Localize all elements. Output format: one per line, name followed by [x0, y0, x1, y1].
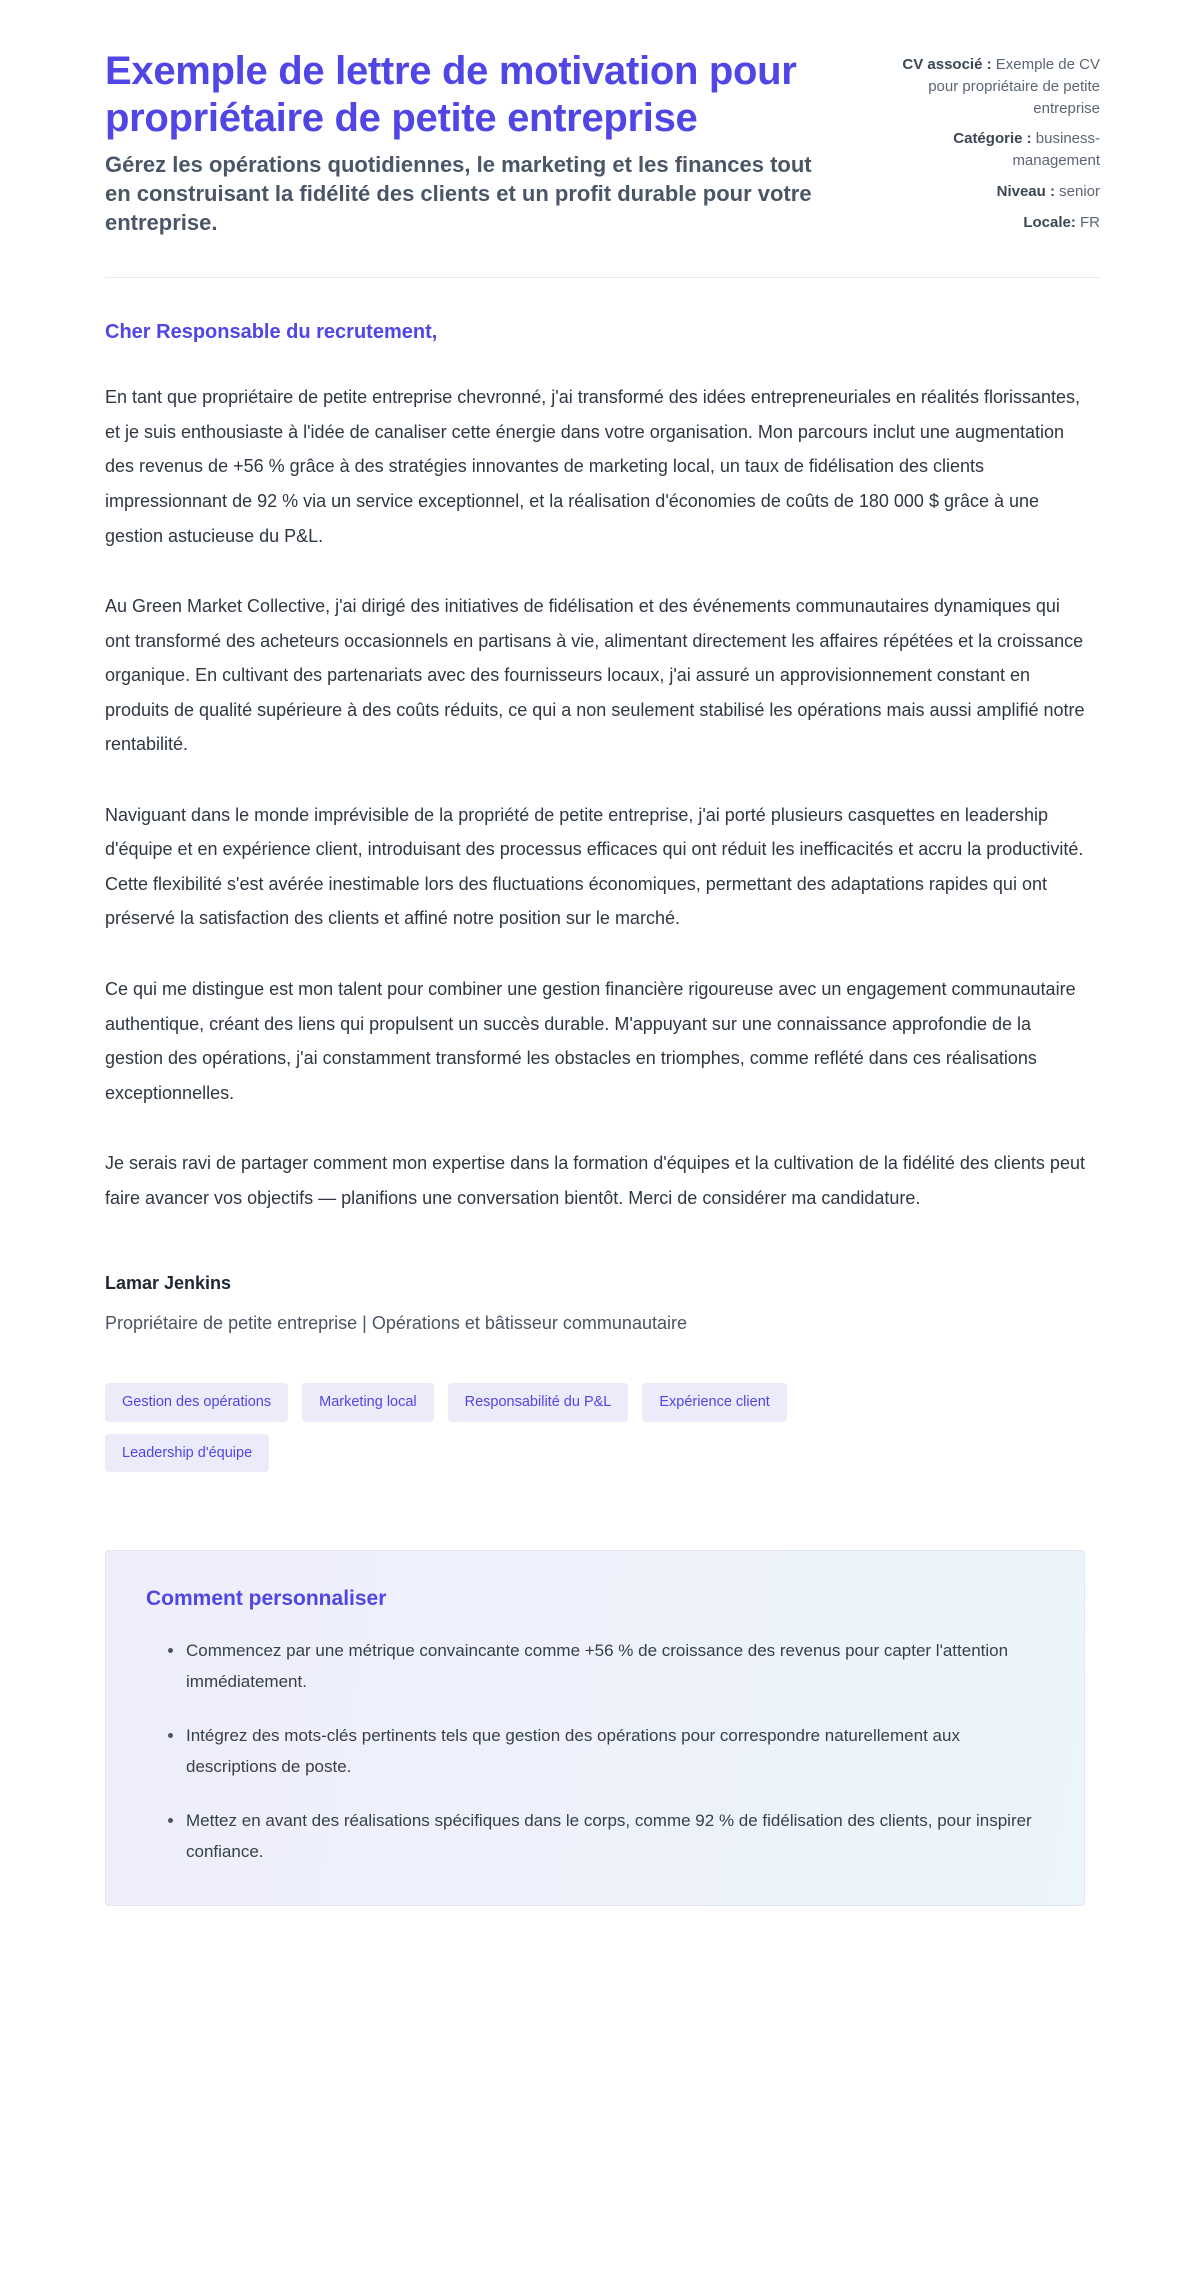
- skill-tag[interactable]: Leadership d'équipe: [105, 1434, 269, 1473]
- letter-paragraph: Au Green Market Collective, j'ai dirigé des initiatives de fidélisation et des événements communautaires dynamiques qui ont transformé des acheteurs occasionnels en partisans à vie, alimentant directement les affaires répétées et la croissance organique. En cultivant des partenariats avec des fournisseurs locaux, j'ai assuré un approvisionnement constant en produits de qualité supérieure à des coûts réduits, ce qui a non seulement stabilisé les opérations mais aussi amplifié notre rentabilité.: [105, 596, 1085, 755]
- signature-role: Propriétaire de petite entreprise | Opérations et bâtisseur communautaire: [105, 1313, 687, 1334]
- skill-tag[interactable]: Gestion des opérations: [105, 1383, 288, 1422]
- meta-value-locale: FR: [1080, 213, 1100, 231]
- signature-name: Lamar Jenkins: [105, 1273, 232, 1294]
- meta-row-categorie: [885, 128, 1100, 172]
- meta-row-cv-associe: [885, 54, 1100, 119]
- letter-paragraph: Je serais ravi de partager comment mon expertise dans la formation d'équipes et la cultivation de la fidélité des clients peut faire avancer vos objectifs — planifions une conversation bientôt. Merci de considérer ma candidature.: [105, 1153, 1085, 1208]
- letter-body: [105, 278, 1100, 1906]
- header-text-block: [105, 48, 835, 237]
- document-header: [105, 48, 1100, 237]
- callout-list-item: Mettez en avant des réalisations spécifiques dans le corps, comme 92 % de fidélisation des clients, pour inspirer confiance.: [168, 1805, 1044, 1868]
- callout-list: [146, 1635, 1044, 1868]
- meta-row-locale: [885, 212, 1100, 234]
- letter-salutation: Cher Responsable du recrutement,: [105, 321, 438, 344]
- callout-title: Comment personnaliser: [146, 1587, 387, 1611]
- meta-row-niveau: [885, 181, 1100, 203]
- skill-tag[interactable]: Responsabilité du P&L: [448, 1383, 629, 1422]
- skill-tag-list: [105, 1383, 945, 1472]
- meta-value-cv-associe: Exemple de CV pour propriétaire de petite entreprise: [928, 56, 1100, 117]
- page-title: Exemple de lettre de motivation pour propriétaire de petite entreprise: [105, 49, 797, 140]
- document-metadata: [885, 48, 1100, 233]
- skill-tag[interactable]: Marketing local: [302, 1383, 434, 1422]
- letter-paragraph: Naviguant dans le monde imprévisible de la propriété de petite entreprise, j'ai porté plusieurs casquettes en leadership d'équipe et en expérience client, introduisant des processus efficaces qui ont réduit les inefficacités et accru la productivité. Cette flexibilité s'est avérée inestimable lors des fluctuations économiques, permettant des adaptations rapides qui ont préservé la satisfaction des clients et affiné notre position sur le marché.: [105, 804, 1084, 929]
- signature-block: [105, 1271, 1100, 1337]
- meta-label-niveau: Niveau :: [996, 182, 1055, 200]
- meta-label-cv-associe: CV associé :: [902, 56, 992, 73]
- skill-tag[interactable]: Expérience client: [642, 1383, 786, 1422]
- letter-paragraph: Ce qui me distingue est mon talent pour combiner une gestion financière rigoureuse avec un engagement communautaire authentique, créant des liens qui propulsent un succès durable. M'appuyant sur une connaissance approfondie de la gestion des opérations, j'ai constamment transformé les obstacles en triomphes, comme reflété dans ces réalisations exceptionnelles.: [105, 979, 1076, 1103]
- callout-list-item: Commencez par une métrique convaincante comme +56 % de croissance des revenus pour capter l'attention immédiatement.: [168, 1635, 1044, 1698]
- meta-value-categorie: business-management: [1012, 130, 1100, 169]
- customization-callout: [105, 1550, 1085, 1906]
- meta-label-locale: Locale:: [1023, 213, 1076, 231]
- meta-label-categorie: Catégorie :: [953, 130, 1032, 148]
- page-subtitle: Gérez les opérations quotidiennes, le marketing et les finances tout en construisant la fidélité des clients et un profit durable pour votre entreprise.: [105, 151, 812, 236]
- meta-value-niveau: senior: [1059, 182, 1100, 200]
- letter-paragraph: En tant que propriétaire de petite entreprise chevronné, j'ai transformé des idées entrepreneuriales en réalités florissantes, et je suis enthousiaste à l'idée de canaliser cette énergie dans votre organisation. Mon parcours inclut une augmentation des revenus de +56 % grâce à des stratégies innovantes de marketing local, un taux de fidélisation des clients impressionnant de 92 % via un service exceptionnel, et la réalisation d'économies de coûts de 180 000 $ grâce à une gestion astucieuse du P&L.: [105, 387, 1080, 546]
- callout-list-item: Intégrez des mots-clés pertinents tels que gestion des opérations pour correspondre naturellement aux descriptions de poste.: [168, 1720, 1044, 1783]
